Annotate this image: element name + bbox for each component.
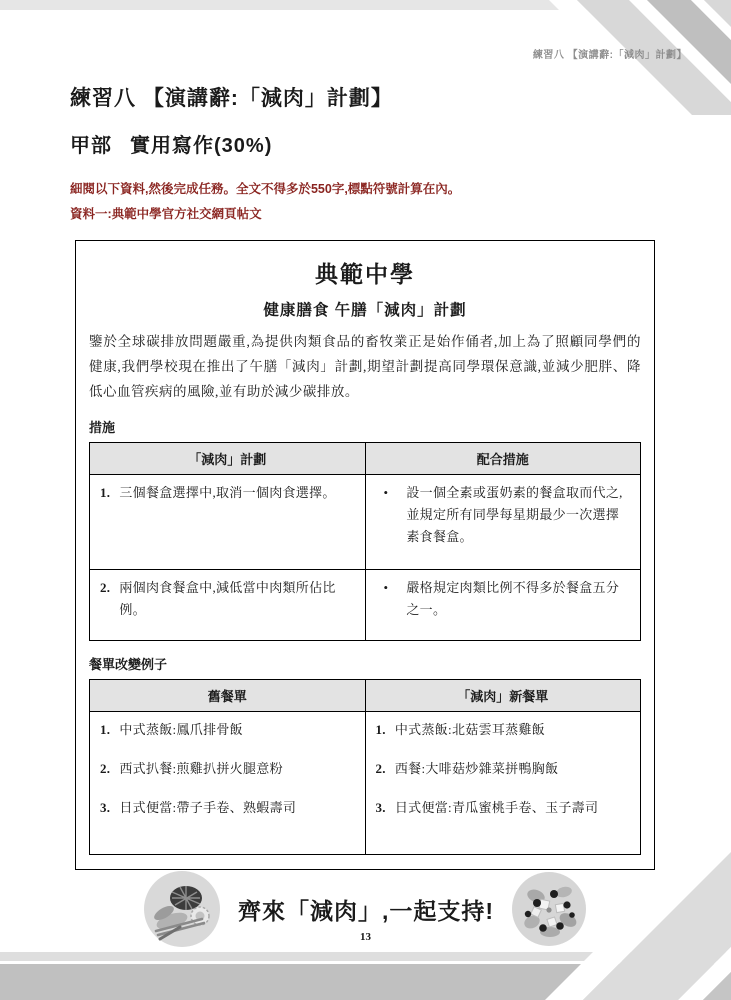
item-number: 2. [375,761,386,776]
old-menu-cell [90,712,366,855]
new-menu-cell [365,712,641,855]
menu-item-text: 西式扒餐:煎雞扒拼火腿意粉 [119,761,283,776]
list-item [376,719,631,741]
notice-subtitle: 健康膳食 午膳「減肉」計劃 [263,302,467,319]
measures-label: 措施 [89,420,116,435]
menu-examples-label: 餐單改變例子 [89,657,168,672]
measure-plan-text: 兩個肉食餐盒中,減低當中肉類所佔比例。 [119,580,336,617]
item-number: 1. [375,722,386,737]
menu-table [89,679,641,855]
measure-support-text: 設一個全素或蛋奶素的餐盒取而代之,並規定所有同學每星期最少一次選擇素食餐盒。 [406,485,623,544]
menu-header-new: 「減肉」新餐單 [365,680,641,712]
bullet-icon: • [383,580,389,595]
bullet-icon: • [383,485,389,500]
menu-item-text: 日式便當:帶子手卷、熟蝦壽司 [119,800,297,815]
section-heading [70,129,272,158]
menu-header-old: 舊餐單 [90,680,366,712]
item-number: 1. [100,722,111,737]
page-number: 13 [360,931,371,943]
menu-item-text: 日式便當:青瓜蜜桃手卷、玉子壽司 [394,800,599,815]
measure-support-text: 嚴格規定肉類比例不得多於餐盒五分之一。 [406,580,620,617]
item-number: 1. [100,485,111,500]
notice-intro-paragraph: 鑒於全球碳排放問題嚴重,為提供肉類食品的畜牧業正是始作俑者,加上為了照顧同學們的健康,我們學校現在推出了午膳「減肉」計劃,期望計劃提高同學環保意識,並減少肥胖、降低心血管疾病的風險,並有助於減少碳排放。 [89,334,641,399]
measures-header-row [90,443,641,475]
bottom-right-stripes-decoration [441,850,731,1000]
table-row [90,475,641,570]
table-row [90,712,641,855]
list-item [100,797,355,819]
section-title: 實用寫作(30%) [130,135,273,157]
list-item [100,758,355,780]
menu-item-text: 中式蒸飯:北菇雲耳蒸雞飯 [394,722,546,737]
menu-item-text: 中式蒸飯:鳳爪排骨飯 [119,722,243,737]
measures-table [89,442,641,641]
page-title: 練習八 【演講辭:「減肉」計劃】 [70,87,393,110]
school-name: 典範中學 [315,261,415,287]
school-notice-box [75,240,655,924]
measure-plan-text: 三個餐盒選擇中,取消一個肉食選擇。 [119,485,336,500]
item-number: 2. [100,580,111,595]
menu-header-row [90,680,641,712]
list-item [376,797,631,819]
measures-header-plan: 「減肉」計劃 [90,443,366,475]
measure-support-cell [365,570,641,641]
item-number: 2. [100,761,111,776]
item-number: 3. [375,800,386,815]
measures-header-support: 配合措施 [365,443,641,475]
measure-plan-cell [90,570,366,641]
running-head: 練習八 【演講辭:「減肉」計劃】 [532,50,687,61]
measure-support-cell [365,475,641,570]
slogan-text: 齊來「減肉」,一起支持! [237,897,495,924]
source-label: 資料一:典範中學官方社交網頁帖文 [70,207,262,221]
section-label: 甲部 [70,135,112,157]
menu-item-text: 西餐:大啡菇炒雜菜拼鴨胸飯 [394,761,559,776]
item-number: 3. [100,800,111,815]
list-item [100,719,355,741]
list-item [376,758,631,780]
table-row [90,570,641,641]
instruction-text: 細閱以下資料,然後完成任務。全文不得多於550字,標點符號計算在內。 [70,182,461,196]
measure-plan-cell [90,475,366,570]
